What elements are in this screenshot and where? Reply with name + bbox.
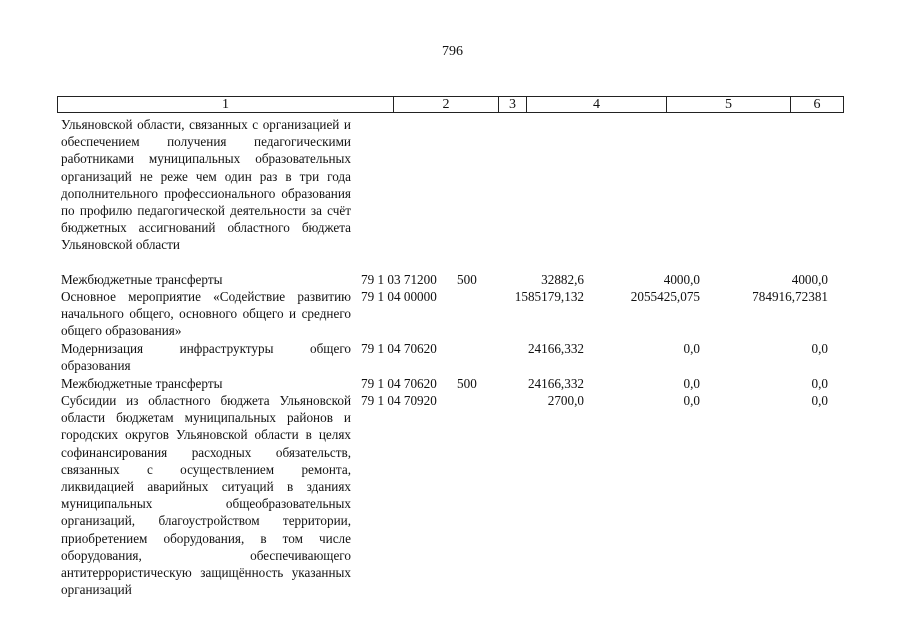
row-value-5: 0,0 [683, 341, 700, 356]
row-value-5: 0,0 [683, 376, 700, 391]
row-code: 79 1 04 70920 [361, 393, 437, 408]
row-value-5: 4000,0 [663, 272, 700, 287]
table-header [57, 96, 844, 113]
table-row [0, 288, 905, 340]
row-value-4: 2700,0 [547, 393, 584, 408]
row-value-5: 0,0 [683, 393, 700, 408]
table-row [0, 271, 905, 288]
row-code: 79 1 03 71200 [361, 272, 437, 287]
row-name: Основное мероприятие «Содействие развитию начального общего, основного общего и среднего общего образования» [61, 289, 351, 339]
header-col-5: 5 [667, 97, 791, 112]
row-type: 500 [457, 272, 477, 287]
row-name: Межбюджетные трансферты [61, 272, 223, 287]
row-name: Модернизация инфраструктуры общего образования [61, 341, 351, 374]
header-col-1: 1 [58, 97, 394, 112]
row-value-5: 2055425,075 [630, 289, 700, 304]
table-row [0, 375, 905, 392]
row-value-4: 24166,332 [527, 376, 584, 391]
row-name: Субсидии из областного бюджета Ульяновской области бюджетам муниципальных районов и городских округов Ульяновской области в целях софинансирования расходных обязательств, связанных с осуществлением ремонта, ликвидацией аварийных ситуаций в зданиях муниципальных общеобразовательных организаций, благоустройством территории, приобретением оборудования, в том числе оборудования, обеспечивающего антитеррористическую защищённость указанных организаций [61, 393, 351, 598]
table-body [0, 116, 905, 602]
header-col-3: 3 [499, 97, 527, 112]
row-code: 79 1 04 70620 [361, 341, 437, 356]
table-row [0, 116, 905, 271]
table-row [0, 340, 905, 375]
row-value-4: 24166,332 [527, 341, 584, 356]
row-code: 79 1 04 70620 [361, 376, 437, 391]
row-value-4: 32882,6 [541, 272, 584, 287]
row-value-6: 4000,0 [791, 272, 828, 287]
header-col-6: 6 [813, 97, 821, 112]
row-type: 500 [457, 376, 477, 391]
row-value-6: 0,0 [811, 393, 828, 408]
header-col-2: 2 [394, 97, 499, 112]
row-name: Межбюджетные трансферты [61, 376, 223, 391]
row-value-6: 784916,72381 [752, 289, 828, 304]
table-row [0, 392, 905, 602]
row-value-6: 0,0 [811, 376, 828, 391]
page-number: 796 [442, 44, 463, 59]
header-col-4: 4 [527, 97, 667, 112]
row-code: 79 1 04 00000 [361, 289, 437, 304]
row-name: Ульяновской области, связанных с организацией и обеспечением получения педагогическими работниками муниципальных образовательных организаций не реже чем один раз в три года дополнительного профессионального образования по профилю педагогической деятельности за счёт бюджетных ассигнований областного бюджета Ульяновской области [61, 117, 351, 253]
row-value-4: 1585179,132 [514, 289, 584, 304]
row-value-6: 0,0 [811, 341, 828, 356]
